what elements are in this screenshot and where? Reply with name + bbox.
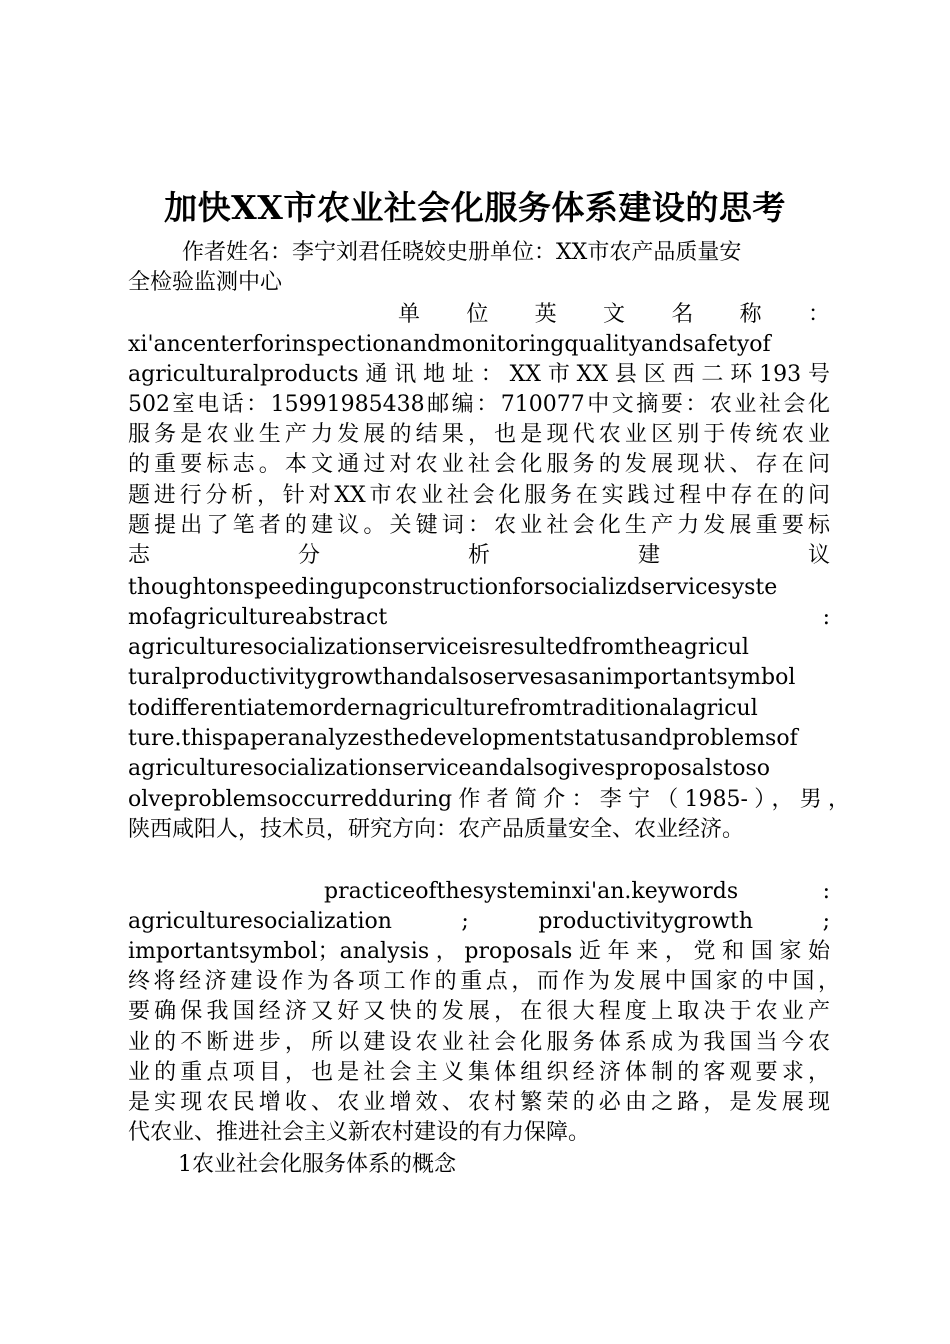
body-line: mofagricultureabstract : bbox=[128, 605, 830, 630]
body-line: agriculturesocializationserviceisresultedfromtheagricul bbox=[128, 635, 749, 660]
body-line: olveproblemsoccurredduring作者简介：李宁（1985-），男， bbox=[128, 787, 850, 812]
body-line: agriculturesocialization ; productivitygrowth ; bbox=[128, 909, 830, 934]
body-line: 单 位 英 文 名 称 ： bbox=[398, 302, 830, 327]
body-line: agriculturalproducts通讯地址：XX市XX县区西二环193号 bbox=[128, 362, 830, 387]
body-line: 服务是农业生产力发展的结果，也是现代农业区别于传统农业 bbox=[128, 422, 830, 447]
document-title: 加快XX市农业社会化服务体系建设的思考 bbox=[164, 188, 786, 227]
body-line: todifferentiatemordernagriculturefromtraditionalagricul bbox=[128, 696, 758, 721]
body-line: 终将经济建设作为各项工作的重点，而作为发展中国家的中国， bbox=[128, 969, 840, 994]
body-line: 502室电话：15991985438邮编：710077中文摘要：农业社会化 bbox=[128, 392, 830, 417]
body-line: ture.thispaperanalyzesthedevelopmentstatusandproblemsof bbox=[128, 726, 798, 751]
body-line: 的重要标志。本文通过对农业社会化服务的发展现状、存在问 bbox=[128, 452, 830, 477]
body-line: 要确保我国经济又好又快的发展，在很大程度上取决于农业产 bbox=[128, 999, 830, 1024]
body-line: 作者姓名：李宁刘君任晓姣史册单位：XX市农产品质量安 bbox=[182, 240, 742, 265]
section-heading: 1农业社会化服务体系的概念 bbox=[178, 1152, 456, 1177]
body-line: turalproductivitygrowthandalsoservesasanimportantsymbol bbox=[128, 665, 796, 690]
body-line: 陕西咸阳人，技术员，研究方向：农产品质量安全、农业经济。 bbox=[128, 817, 745, 842]
body-line: agriculturesocializationserviceandalsogivesproposalstoso bbox=[128, 756, 770, 781]
body-line: 全检验监测中心 bbox=[128, 270, 283, 295]
body-line: 业的不断进步，所以建设农业社会化服务体系成为我国当今农 bbox=[128, 1030, 830, 1055]
body-line: 志 分 析 建 议 bbox=[128, 543, 830, 568]
body-line: practiceofthesysteminxi'an.keywords : bbox=[324, 879, 830, 904]
body-line: 题提出了笔者的建议。关键词：农业社会化生产力发展重要标 bbox=[128, 513, 830, 538]
body-line: importantsymbol；analysis，proposals近年来，党和国家始 bbox=[128, 939, 830, 964]
body-line: xi'ancenterforinspectionandmonitoringqualityandsafetyof bbox=[128, 332, 771, 357]
body-line: 题进行分析，针对XX市农业社会化服务在实践过程中存在的问 bbox=[128, 483, 830, 508]
body-line: thoughtonspeedingupconstructionforsocializdservicesyste bbox=[128, 575, 778, 600]
body-line: 业的重点项目，也是社会主义集体组织经济体制的客观要求， bbox=[128, 1060, 830, 1085]
body-line: 代农业、推进社会主义新农村建设的有力保障。 bbox=[128, 1120, 591, 1145]
body-line: 是实现农民增收、农业增效、农村繁荣的必由之路，是发展现 bbox=[128, 1090, 830, 1115]
